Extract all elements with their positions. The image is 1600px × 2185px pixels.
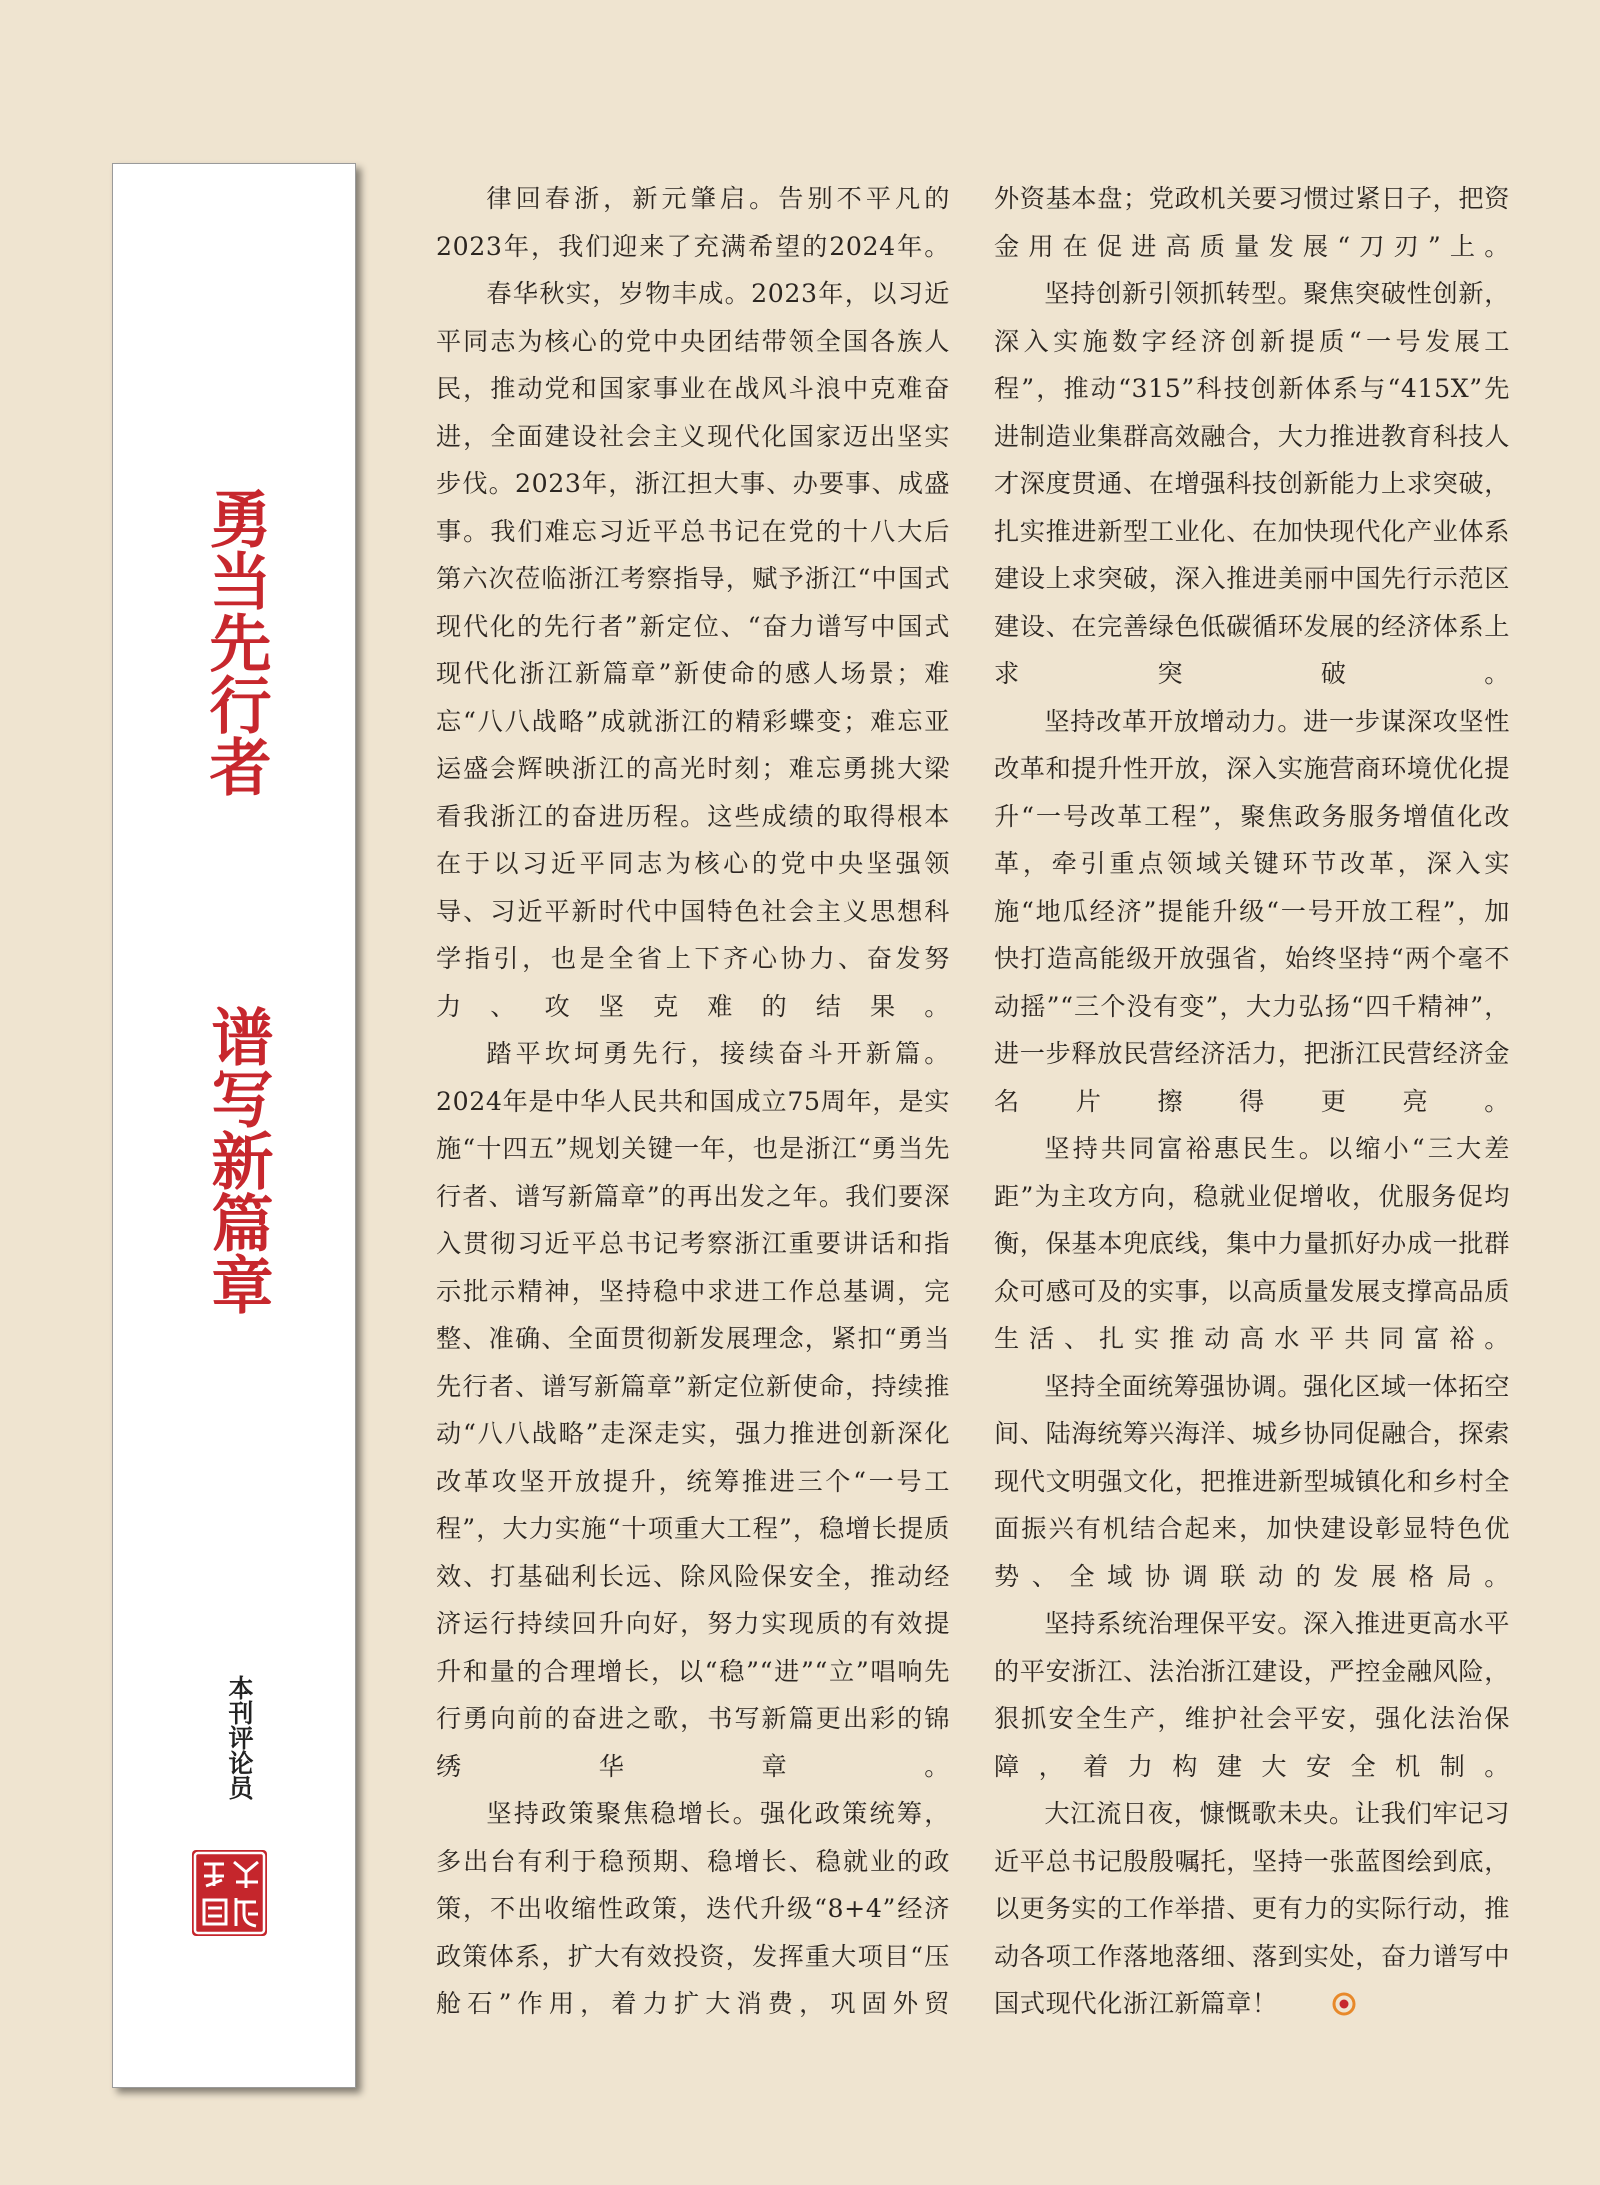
paragraph: 坚持系统治理保平安。深入推进更高水平的平安浙江、法治浙江建设，严控金融风险，狠抓安全生产，维护社会平安，强化法治保障，着力构建大安全机制。 [994,1609,1510,1781]
paragraph: 坚持全面统筹强协调。强化区域一体拓空间、陆海统筹兴海洋、城乡协同促融合，探索现代文明强文化，把推进新型城镇化和乡村全面振兴有机结合起来，加快建设彰显特色优势、全域协调联动的发展格局。 [994,1371,1510,1591]
final-paragraph-text: 大江流日夜，慷慨歌未央。让我们牢记习近平总书记殷殷嘱托，坚持一张蓝图绘到底，以更务实的工作举措、更有力的实际行动，推动各项工作落地落细、落到实处，奋力谱写中国式现代化浙江新篇章！ [994,1799,1510,2018]
paragraph: 坚持创新引领抓转型。聚焦突破性创新，深入实施数字经济创新提质“一号发展工程”，推动“315”科技创新体系与“415X”先进制造业集群高效融合，大力推进教育科技人才深度贯通、在增强科技创新能力上求突破，扎实推进新型工业化、在加快现代化产业体系建设上求突破，深入推进美丽中国先行示范区建设、在完善绿色低碳循环发展的经济体系上求突破。 [994,279,1510,688]
article-column-right [994,175,1510,2032]
byline: 本刊评论员 [225,1675,254,1800]
paragraph: 坚持共同富裕惠民生。以缩小“三大差距”为主攻方向，稳就业促增收，优服务促均衡，保基本兜底线，集中力量抓好办成一批群众可感可及的实事，以高质量发展支撑高品质生活、扎实推动高水平共同富裕。 [994,1134,1510,1353]
headline-line-1: 勇当先行者 [199,487,272,797]
headline-line-2: 谱写新篇章 [201,1005,274,1315]
seal-stamp [192,1850,267,1936]
article-column-left [436,175,950,2028]
paragraph: 外资基本盘；党政机关要习惯过紧日子，把资金用在促进高质量发展“刀刃”上。 [994,184,1510,261]
end-mark-icon [1282,1984,1356,2032]
paragraph: 律回春浙，新元肇启。告别不平凡的2023年，我们迎来了充满希望的2024年。 [436,184,950,261]
seal-icon [192,1850,267,1936]
paragraph: 坚持政策聚焦稳增长。强化政策统筹，多出台有利于稳预期、稳增长、稳就业的政策，不出收缩性政策，迭代升级“8+4”经济政策体系，扩大有效投资，发挥重大项目“压舱石”作用，着力扩大消费，巩固外贸 [436,1799,950,2018]
paragraph: 春华秋实，岁物丰成。2023年，以习近平同志为核心的党中央团结带领全国各族人民，推动党和国家事业在战风斗浪中克难奋进，全面建设社会主义现代化国家迈出坚实步伐。2023年，浙江担大事、办要事、成盛事。我们难忘习近平总书记在党的十八大后第六次莅临浙江考察指导，赋予浙江“中国式现代化的先行者”新定位、“奋力谱写中国式现代化浙江新篇章”新使命的感人场景；难忘“八八战略”成就浙江的精彩蝶变；难忘亚运盛会辉映浙江的高光时刻；难忘勇挑大梁看我浙江的奋进历程。这些成绩的取得根本在于以习近平同志为核心的党中央坚强领导、习近平新时代中国特色社会主义思想科学指引，也是全省上下齐心协力、奋发努力、攻坚克难的结果。 [436,279,950,1021]
paragraph: 坚持改革开放增动力。进一步谋深攻坚性改革和提升性开放，深入实施营商环境优化提升“一号改革工程”，聚焦政务服务增值化改革，牵引重点领域关键环节改革，深入实施“地瓜经济”提能升级“一号开放工程”，加快打造高能级开放强省，始终坚持“两个毫不动摇”“三个没有变”，大力弘扬“四千精神”，进一步释放民营经济活力，把浙江民营经济金名片擦得更亮。 [994,706,1510,1116]
paragraph-final [994,1790,1510,2032]
paragraph: 踏平坎坷勇先行，接续奋斗开新篇。2024年是中华人民共和国成立75周年，是实施“十四五”规划关键一年，也是浙江“勇当先行者、谱写新篇章”的再出发之年。我们要深入贯彻习近平总书记考察浙江重要讲话和指示批示精神，坚持稳中求进工作总基调，完整、准确、全面贯彻新发展理念，紧扣“勇当先行者、谱写新篇章”新定位新使命，持续推动“八八战略”走深走实，强力推进创新深化改革攻坚开放提升，统筹推进三个“一号工程”，大力实施“十项重大工程”，稳增长提质效、打基础利长远、除风险保安全，推动经济运行持续回升向好，努力实现质的有效提升和量的合理增长，以“稳”“进”“立”唱响先行勇向前的奋进之歌，书写新篇更出彩的锦绣华章。 [436,1039,950,1781]
